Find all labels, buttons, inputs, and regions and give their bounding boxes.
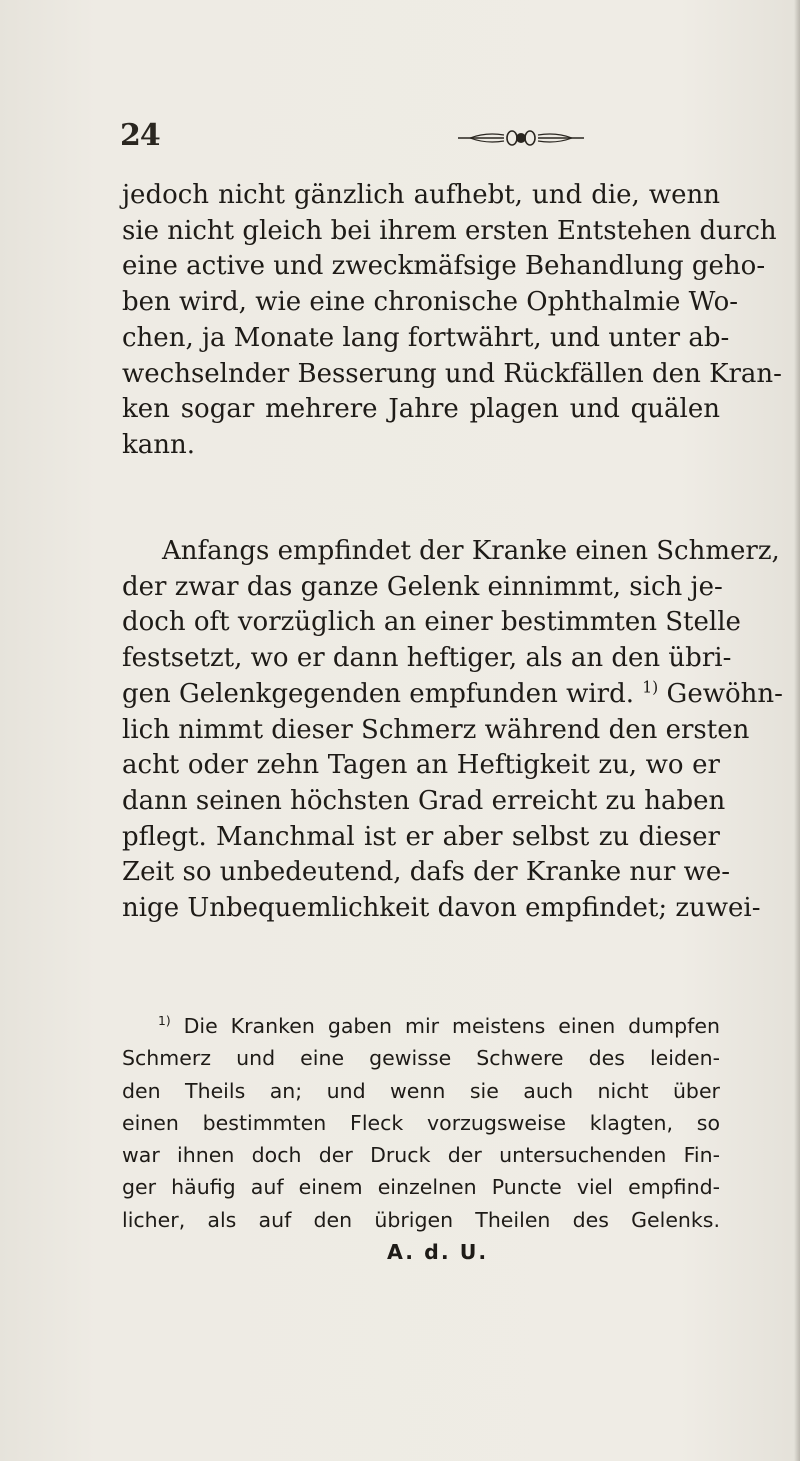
text-line: pflegt. Manchmal ist er aber selbst zu dieser: [122, 821, 720, 852]
text-fragment: Gewöhn-: [666, 678, 783, 709]
text-line: lich nimmt dieser Schmerz während den ersten: [122, 714, 750, 745]
text-line: doch oft vorzüglich an einer bestimmten Stelle: [122, 607, 741, 638]
footnote-line: licher, als auf den übrigen Theilen des Gelenks.: [122, 1207, 720, 1232]
footnote-reference[interactable]: 1): [642, 678, 659, 697]
text-line: jedoch nicht gänzlich aufhebt, und die, wenn: [122, 180, 720, 210]
text-line: Anfangs empfindet der Kranke einen Schmerz,: [162, 536, 780, 566]
footnote-line: Schmerz und eine gewisse Schwere des leiden-: [122, 1046, 720, 1071]
text-fragment: gen Gelenkgegenden empfunden wird.: [122, 678, 634, 709]
page-edge-shadow: [794, 0, 800, 1461]
text-line: dann seinen höchsten Grad erreicht zu haben: [122, 785, 726, 816]
header-ornament-icon: [456, 126, 586, 150]
text-line: nige Unbequemlichkeit davon empfindet; zuwei-: [122, 893, 761, 924]
footnote-line: ger häufig auf einem einzelnen Puncte viel empfind-: [122, 1175, 720, 1200]
text-line: acht oder zehn Tagen an Heftigkeit zu, wo er: [122, 750, 720, 781]
text-line: festsetzt, wo er dann heftiger, als an den übri-: [122, 643, 732, 674]
text-line: chen, ja Monate lang fortwährt, und unter ab-: [122, 322, 730, 353]
page-number: 24: [120, 118, 160, 153]
text-line: eine active und zweckmäfsige Behandlung geho-: [122, 251, 766, 282]
page-header: [120, 118, 680, 158]
footnote-signature: A. d. U.: [387, 1240, 489, 1265]
paragraph-2: [122, 534, 783, 927]
footnote-line: einen bestimmten Fleck vorzugsweise klagten, so: [122, 1110, 720, 1135]
footnote-marker: 1): [158, 1014, 171, 1029]
paragraph-1: [122, 178, 782, 464]
text-line: ben wird, wie eine chronische Ophthalmie Wo-: [122, 287, 739, 318]
text-fragment: Die Kranken gaben mir meistens einen dumpfen: [183, 1014, 720, 1038]
footnote-line: war ihnen doch der Druck der untersuchenden Fin-: [122, 1143, 720, 1168]
footnote: [122, 1010, 720, 1268]
text-line: kann.: [122, 429, 196, 460]
text-line: ken sogar mehrere Jahre plagen und quälen: [122, 394, 720, 425]
footnote-line: [122, 1010, 720, 1042]
text-line: Zeit so unbedeutend, dafs der Kranke nur we-: [122, 857, 731, 888]
text-line: wechselnder Besserung und Rückfällen den Kran-: [122, 358, 782, 389]
text-line: der zwar das ganze Gelenk einnimmt, sich je-: [122, 571, 723, 602]
footnote-line: den Theils an; und wenn sie auch nicht über: [122, 1078, 720, 1103]
text-line: sie nicht gleich bei ihrem ersten Entstehen durch: [122, 215, 777, 246]
text-line-with-footnote-ref: [122, 677, 783, 713]
